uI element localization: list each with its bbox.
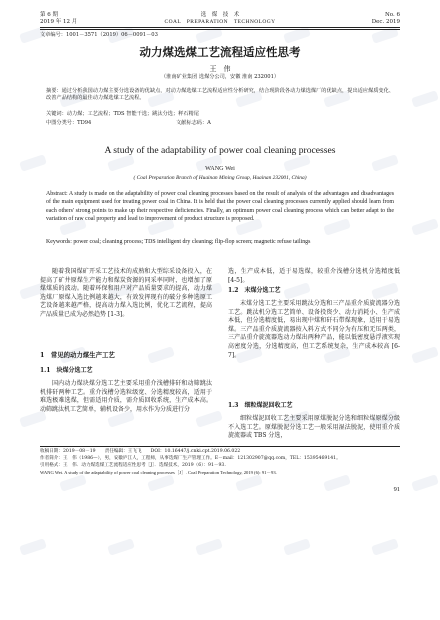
watermark-mark <box>411 90 439 108</box>
watermark-mark <box>283 538 311 556</box>
abstract-cn: 摘要：通过分析我国动力煤主要分选设备的优缺点，对动力煤选煤工艺流程适应性分析研究，结合现阶段各动力煤选煤厂的优缺点，提出适应煤质变化、改善产品结构的最佳动力煤选煤工艺流程。 <box>46 88 394 102</box>
footnote-author-info: 作者简介：王 伟（1986—），男，安徽庐江人，工程师，从事选煤厂生产管理工作。E－mail：121302907@qq.com，TEL：15395469141。 <box>40 456 341 461</box>
watermark-mark <box>107 538 135 556</box>
section-1-2-paragraph: 末煤分选工艺主要采用跳汰分选和三产品重介质旋流器分选工艺。跳汰机分选工艺简单、设备投资少、动力消耗小、生产成本低，但分选精度低，易出现中煤和矸石带煤现象，适用于易选煤。三产品重介质旋流器按入料方式不同分为有压和无压两类，三产品重介旋流器选动力煤出两种产品，能以低密度悬浮液实现高密度分选，分选精度高，但工艺系统复杂，生产成本较高 [6-7]。 <box>228 300 400 359</box>
title-en: A study of the adaptability of power coal cleaning processes <box>104 145 336 156</box>
watermark-mark <box>371 538 399 556</box>
section-1-1-paragraph: 国内动力煤块煤分选工艺主要采用重介浅槽排矸和动筛跳汰机排矸两种工艺。重介浅槽分选粒级宽、分选精度较高，适用于难选极难选煤，但需适用介质，需介质回收系统，生产成本高。动筛跳汰机工艺简单，辅机设备少，用水作为分质进行分 <box>40 380 212 413</box>
keywords-cn: 关键词：动力煤；工艺流程；TDS 智能干选；跳汰分选；秤石精尾 <box>46 111 199 117</box>
section-1-2-heading: 1.2 末煤分选工艺 <box>228 287 281 294</box>
watermark-mark <box>411 218 439 236</box>
author-cn: 王 伟 <box>209 65 231 73</box>
watermark-mark <box>19 538 47 556</box>
watermark-mark <box>59 474 87 492</box>
issue-number: 第 6 期 <box>40 12 58 18</box>
author-en: WANG Wei <box>205 165 235 172</box>
issue-date-en: Dec. 2019 <box>371 19 400 25</box>
document-code: 文献标志码：A <box>176 120 211 126</box>
right-top-paragraph: 选，生产成本低，适于易选煤，较重介浅槽分选机分选精度低 [4-5]。 <box>228 268 400 284</box>
affiliation-en: ( Coal Preparation Branch of Huainan Mining Group, Huainan 232001, China) <box>133 175 307 181</box>
section-1-3-paragraph: 细粒煤泥回收工艺主要采用原煤脱泥分选和细粒煤原煤分级不入选工艺。原煤脱泥分选工艺一般采用湿法脱泥，使用重介质旋流器或 TBS 分选， <box>228 415 400 440</box>
header-rule-thin <box>40 29 400 30</box>
watermark-mark <box>147 346 175 364</box>
keywords-en: Keywords: power coal; cleaning process; TDS intelligent dry cleaning; flip-flop screen; magnetic refuse tailings <box>46 239 311 245</box>
watermark-mark <box>147 474 175 492</box>
section-1-1-heading: 1.1 块煤分选工艺 <box>40 367 93 374</box>
journal-name-cn: 选 煤 技 术 <box>200 12 240 18</box>
footnote-rule <box>40 446 400 447</box>
footnote-received: 收稿日期：2019－08－19 责任编辑：王飞飞 DOI：10.16447/j.cnki.cpt.2019.06.022 <box>40 449 241 454</box>
section-1-3-heading: 1.3 细粒煤泥回收工艺 <box>228 402 293 409</box>
article-id: 文章编号：1001－3571（2019）06－0091－03 <box>40 32 158 38</box>
abstract-en: Abstract: A study is made on the adaptability of power coal cleaning processes based on the result of analysis of the advantages and disadvantages of the main equipment used for treating power coal in China. It is held that the power coal cleaning processes currently applied should learn from each others' strong points to make up their respective deficiencies. Finally, an optimum power coal cleaning process which can better adapt to the variation of raw coal property and lead to improvement of product structure is proposed. <box>46 191 394 222</box>
watermark-mark <box>411 346 439 364</box>
title-cn: 动力煤选煤工艺流程适应性思考 <box>139 45 301 59</box>
clc-number: 中图分类号：TD94 <box>46 120 92 126</box>
watermark-mark <box>235 474 263 492</box>
issue-number-en: No. 6 <box>384 12 400 18</box>
intro-paragraph: 随着我国煤矿开采工艺技术的成熟和大型综采设备投入，在提高了矿井原煤生产能力和煤炭资源的同采率同时，也增加了原煤煤质的波动。随着环保和用户对产品质量要求的提高，动力煤选煤厂原煤入选比例越来越大，有效发挥现有的破分多种选原工艺设备越来越严格，提高动力煤入选比例，优化工艺流程，提高产品质量已成为必然趋势 [1-3]。 <box>40 268 212 318</box>
footnote-citation-cn: 引用格式：王 伟．动力煤选煤工艺流程适应性思考［J］．选煤技术，2019（6）：91－93. <box>40 463 226 468</box>
watermark-mark <box>195 538 223 556</box>
affiliation-cn: （淮南矿业集团 选煤分公司，安徽 淮南 232001） <box>160 74 280 80</box>
issue-date: 2019 年 12 月 <box>40 19 78 25</box>
watermark-mark <box>323 474 351 492</box>
journal-name-en: COAL PREPARATION TECHNOLOGY <box>164 19 276 25</box>
section-1-heading: 1 常见的动力煤生产工艺 <box>40 351 115 359</box>
footnote-citation-en: WANG Wei. A study of the adaptability of power coal cleaning processes［J］. Coal Preparation Technology, 2019 (6): 91－93. <box>40 470 277 475</box>
watermark-mark <box>411 474 439 492</box>
page-number: 91 <box>393 486 400 493</box>
